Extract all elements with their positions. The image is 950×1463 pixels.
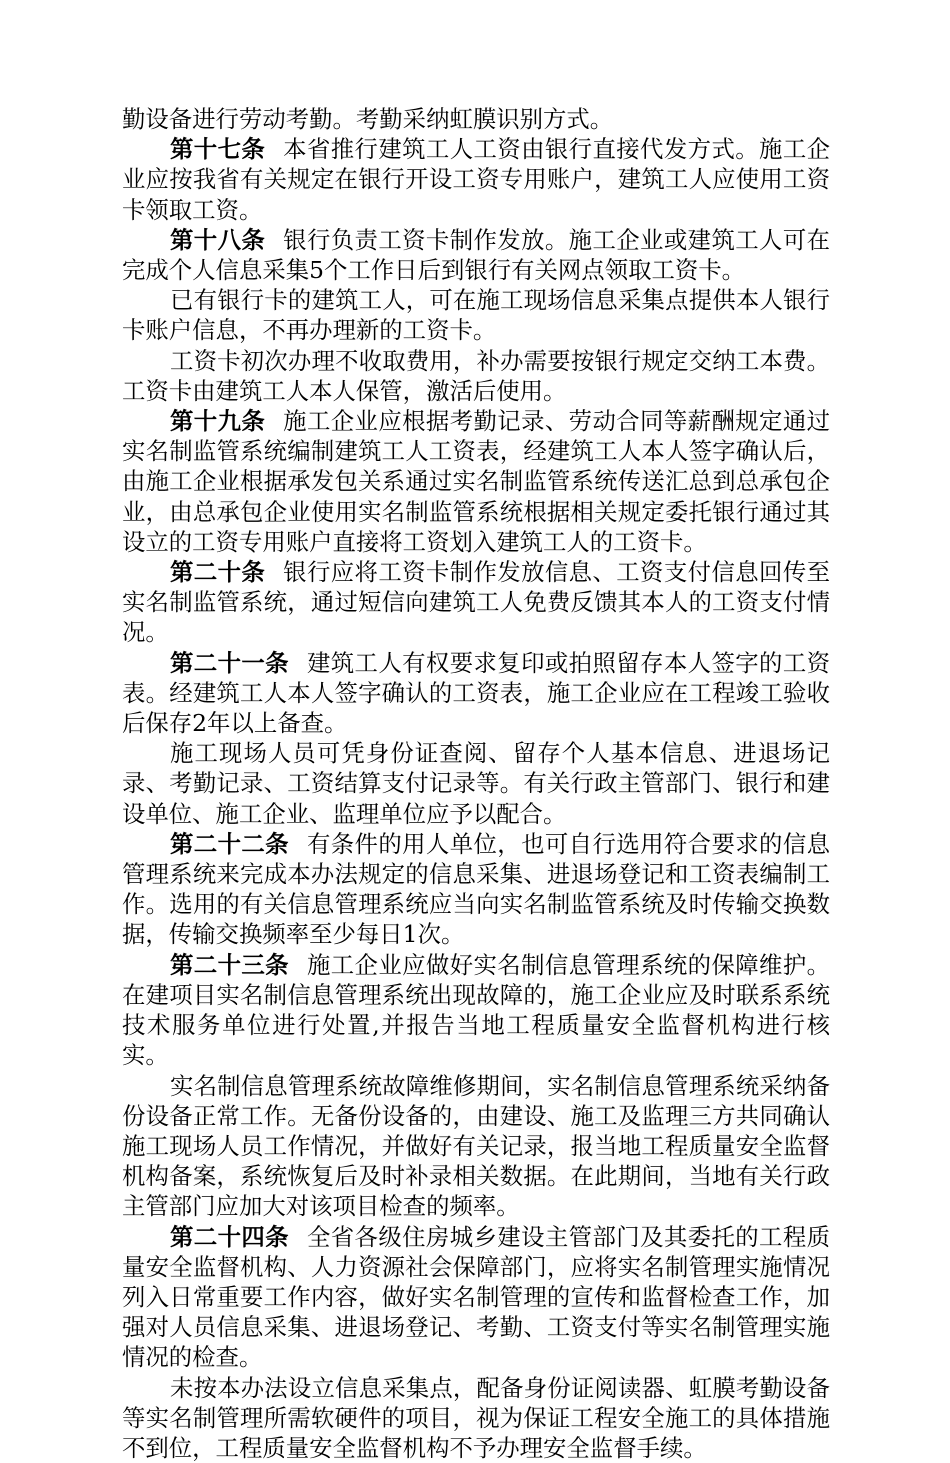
- article-20: [122, 557, 830, 648]
- article-24: [122, 1222, 830, 1373]
- paragraph-text: 勤设备进行劳动考勤。考勤采纳虹膜识别方式。: [122, 105, 614, 133]
- paragraph-text: 已有银行卡的建筑工人，可在施工现场信息采集点提供本人银行卡账户信息，不再办理新的工资卡。: [122, 286, 830, 345]
- paragraph-text: 有条件的用人单位，也可自行选用符合要求的信息管理系统来完成本办法规定的信息采集、进退场登记和工资表编制工作。选用的有关信息管理系统应当向实名制监管系统及时传输交换数据，传输交换频率至少每日1次。: [122, 829, 831, 949]
- article-21: [122, 648, 830, 739]
- article-19: [122, 406, 830, 557]
- paragraph-5: [122, 346, 830, 406]
- paragraph-text: 建筑工人有权要求复印或拍照留存本人签字的工资表。经建筑工人本人签字确认的工资表，施工企业应在工程竣工验收后保存2年以上备查。: [122, 648, 831, 738]
- paragraph-14: [122, 1373, 830, 1463]
- article-17: [122, 134, 830, 225]
- article-heading: 第十九条: [170, 407, 266, 436]
- article-heading: 第二十一条: [170, 648, 289, 677]
- paragraph-text: 全省各级住房城乡建设主管部门及其委托的工程质量安全监督机构、人力资源社会保障部门，应将实名制管理实施情况列入日常重要工作内容，做好实名制管理的宣传和监督检查工作，加强对人员信息采集、进退场登记、考勤、工资支付等实名制管理实施情况的检查。: [122, 1222, 831, 1372]
- paragraph-text: 银行应将工资卡制作发放信息、工资支付信息回传至实名制监管系统，通过短信向建筑工人免费反馈其本人的工资支付情况。: [122, 558, 830, 647]
- paragraph-12: [122, 1071, 830, 1222]
- paragraph-text: 施工企业应做好实名制信息管理系统的保障维护。在建项目实名制信息管理系统出现故障的，施工企业应及时联系系统技术服务单位进行处置,并报告当地工程质量安全监督机构进行核实。: [122, 950, 831, 1070]
- paragraph-text: 银行负责工资卡制作发放。施工企业或建筑工人可在完成个人信息采集5个工作日后到银行有关网点领取工资卡。: [122, 225, 830, 285]
- article-18: [122, 225, 830, 285]
- paragraph-text: 实名制信息管理系统故障维修期间，实名制信息管理系统采纳备份设备正常工作。无备份设备的，由建设、施工及监理三方共同确认施工现场人员工作情况，并做好有关记录，报当地工程质量安全监督机构备案，系统恢复后及时补录相关数据。在此期间，当地有关行政主管部门应加大对该项目检查的频率。: [122, 1071, 830, 1221]
- article-23: [122, 950, 830, 1071]
- paragraph-4: [122, 285, 830, 345]
- paragraph-text: 施工现场人员可凭身份证查阅、留存个人基本信息、进退场记录、考勤记录、工资结算支付记录等。有关行政主管部门、银行和建设单位、施工企业、监理单位应予以配合。: [122, 739, 830, 828]
- paragraph-9: [122, 738, 830, 829]
- document-page: [122, 104, 830, 1463]
- article-heading: 第二十三条: [170, 950, 289, 979]
- article-heading: 第十七条: [170, 135, 266, 164]
- paragraph-text: 本省推行建筑工人工资由银行直接代发方式。施工企业应按我省有关规定在银行开设工资专用账户，建筑工人应使用工资卡领取工资。: [122, 135, 830, 224]
- paragraph-text: 未按本办法设立信息采集点，配备身份证阅读器、虹膜考勤设备等实名制管理所需软硬件的项目，视为保证工程安全施工的具体措施不到位，工程质量安全监督机构不予办理安全监督手续。: [122, 1373, 830, 1462]
- article-heading: 第二十二条: [170, 829, 289, 858]
- article-heading: 第十八条: [170, 225, 266, 254]
- paragraph-text: 施工企业应根据考勤记录、劳动合同等薪酬规定通过实名制监管系统编制建筑工人工资表，经建筑工人本人签字确认后，由施工企业根据承发包关系通过实名制监管系统传送汇总到总承包企业，由总承包企业使用实名制监管系统根据相关规定委托银行通过其设立的工资专用账户直接将工资划入建筑工人的工资卡。: [122, 407, 830, 556]
- paragraph-text: 工资卡初次办理不收取费用，补办需要按银行规定交纳工本费。工资卡由建筑工人本人保管，激活后使用。: [122, 346, 830, 405]
- article-heading: 第二十条: [170, 558, 266, 587]
- article-22: [122, 829, 830, 950]
- article-heading: 第二十四条: [170, 1222, 289, 1251]
- paragraph-1: [122, 104, 830, 134]
